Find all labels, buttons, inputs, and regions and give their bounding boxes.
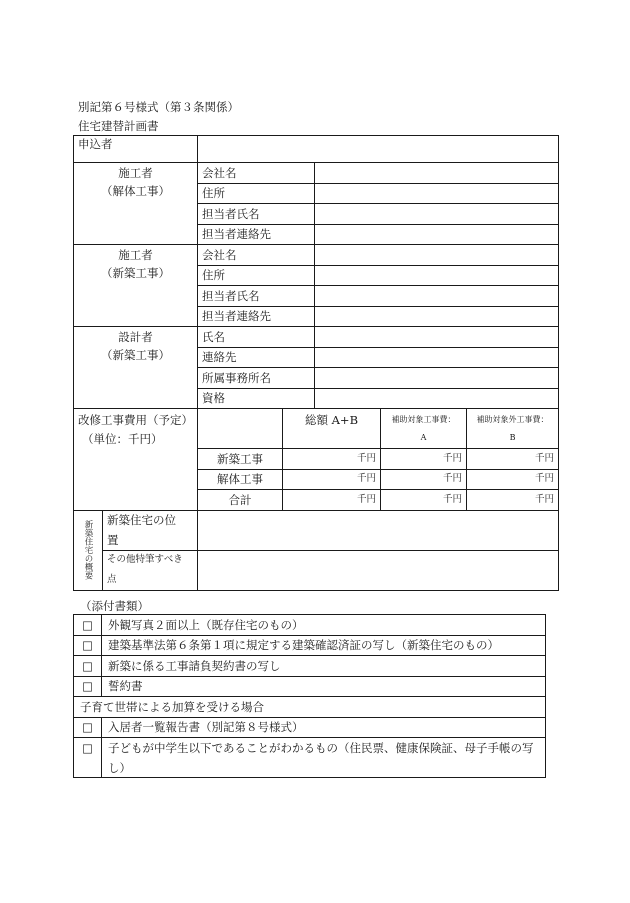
overview-location-line2: 置 <box>107 533 119 547</box>
blank-cell <box>198 409 283 449</box>
blank-cell <box>74 469 198 490</box>
field-value-cell[interactable] <box>315 327 559 348</box>
demolition-contractor-role: 施工者 <box>74 163 198 184</box>
new-construction-contractor-scope: （新築工事） <box>74 265 198 286</box>
cost-row-label: 合計 <box>198 490 283 511</box>
checkbox[interactable]: □ <box>74 738 102 778</box>
field-label: 会社名 <box>198 163 315 184</box>
designer-role: 設計者 <box>74 327 198 348</box>
field-label: 担当者連絡先 <box>198 306 315 327</box>
field-label: 住所 <box>198 183 315 204</box>
field-value-cell[interactable] <box>315 286 559 307</box>
field-label: 担当者連絡先 <box>198 224 315 245</box>
checkbox[interactable]: □ <box>74 676 102 697</box>
applicant-value-cell[interactable] <box>198 136 559 163</box>
field-value-cell[interactable] <box>315 224 559 245</box>
cost-b-cell[interactable]: 千円 <box>467 449 559 470</box>
field-value-cell[interactable] <box>315 245 559 266</box>
construction-plan-table <box>73 135 559 591</box>
cost-col-b <box>467 409 559 449</box>
blank-cell <box>74 224 198 245</box>
field-value-cell[interactable] <box>315 204 559 225</box>
field-label: 氏名 <box>198 327 315 348</box>
cost-total-cell[interactable]: 千円 <box>283 449 381 470</box>
attachment-item: 入居者一覧報告書（別記第８号様式） <box>102 717 546 738</box>
attachment-item <box>102 738 546 778</box>
page-title: 住宅建替計画書 <box>78 119 159 133</box>
cost-total-cell[interactable]: 千円 <box>283 490 381 511</box>
overview-side-label-cell <box>74 510 103 590</box>
field-value-cell[interactable] <box>315 306 559 327</box>
field-label: 所属事務所名 <box>198 368 315 389</box>
cost-a-cell[interactable]: 千円 <box>381 490 467 511</box>
blank-cell <box>74 368 198 389</box>
blank-cell <box>74 449 198 470</box>
applicant-label: 申込者 <box>74 136 198 163</box>
field-label: 担当者氏名 <box>198 286 315 307</box>
field-label: 連絡先 <box>198 347 315 368</box>
overview-location-value[interactable] <box>198 510 559 550</box>
overview-notes-line2: 点 <box>107 574 117 585</box>
checkbox[interactable]: □ <box>74 656 102 677</box>
checkbox[interactable]: □ <box>74 635 102 656</box>
checkbox[interactable]: □ <box>74 717 102 738</box>
cost-b-cell[interactable]: 千円 <box>467 490 559 511</box>
field-value-cell[interactable] <box>315 347 559 368</box>
attachments-heading: （添付書類） <box>80 599 149 613</box>
overview-location-line1: 新築住宅の位 <box>107 513 176 527</box>
attachment-item-line2: し） <box>108 761 131 775</box>
cost-a-cell[interactable]: 千円 <box>381 449 467 470</box>
checkbox[interactable]: □ <box>74 615 102 636</box>
field-value-cell[interactable] <box>315 388 559 409</box>
cost-unit: （単位：千円） <box>82 432 163 446</box>
cost-b-cell[interactable]: 千円 <box>467 469 559 490</box>
field-value-cell[interactable] <box>315 368 559 389</box>
field-value-cell[interactable] <box>315 163 559 184</box>
cost-col-b-line2: B <box>509 433 516 442</box>
child-section-heading: 子育て世帯による加算を受ける場合 <box>74 697 546 718</box>
overview-notes-label <box>103 550 198 590</box>
overview-side-label: 新築住宅の概要 <box>83 520 93 580</box>
attachment-item: 建築基準法第６条第１項に規定する建築確認済証の写し（新築住宅のもの） <box>102 635 546 656</box>
new-construction-contractor-role: 施工者 <box>74 245 198 266</box>
blank-cell <box>74 388 198 409</box>
cost-a-cell[interactable]: 千円 <box>381 469 467 490</box>
attachments-table <box>73 614 546 778</box>
designer-scope: （新築工事） <box>74 347 198 368</box>
field-label: 住所 <box>198 265 315 286</box>
cost-row-label: 解体工事 <box>198 469 283 490</box>
field-label: 会社名 <box>198 245 315 266</box>
attachment-item: 外観写真２面以上（既存住宅のもの） <box>102 615 546 636</box>
blank-cell <box>74 286 198 307</box>
attachment-item: 誓約書 <box>102 676 546 697</box>
attachment-item-line1: 子どもが中学生以下であることがわかるもの（住民票、健康保険証、母子手帳の写 <box>108 741 534 755</box>
overview-notes-line1: その他特筆すべき <box>107 554 183 565</box>
overview-notes-value[interactable] <box>198 550 559 590</box>
blank-cell <box>74 204 198 225</box>
cost-col-a-line1: 補助対象工事費： <box>391 415 456 424</box>
field-value-cell[interactable] <box>315 183 559 204</box>
cost-row-label: 新築工事 <box>198 449 283 470</box>
field-label: 担当者氏名 <box>198 204 315 225</box>
cost-col-total: 総額 A+B <box>283 409 381 449</box>
blank-cell <box>74 490 198 511</box>
field-value-cell[interactable] <box>315 265 559 286</box>
cost-col-b-line1: 補助対象外工事費： <box>476 415 549 424</box>
field-label: 資格 <box>198 388 315 409</box>
cost-label-cell <box>74 409 198 449</box>
demolition-contractor-scope: （解体工事） <box>74 183 198 204</box>
cost-label: 改修工事費用（予定） <box>78 413 193 427</box>
form-reference: 別記第６号様式（第３条関係） <box>78 100 239 114</box>
cost-col-a-line2: A <box>420 433 427 442</box>
overview-location-label <box>103 510 198 550</box>
blank-cell <box>74 306 198 327</box>
attachment-item: 新築に係る工事請負契約書の写し <box>102 656 546 677</box>
cost-total-cell[interactable]: 千円 <box>283 469 381 490</box>
cost-col-a <box>381 409 467 449</box>
